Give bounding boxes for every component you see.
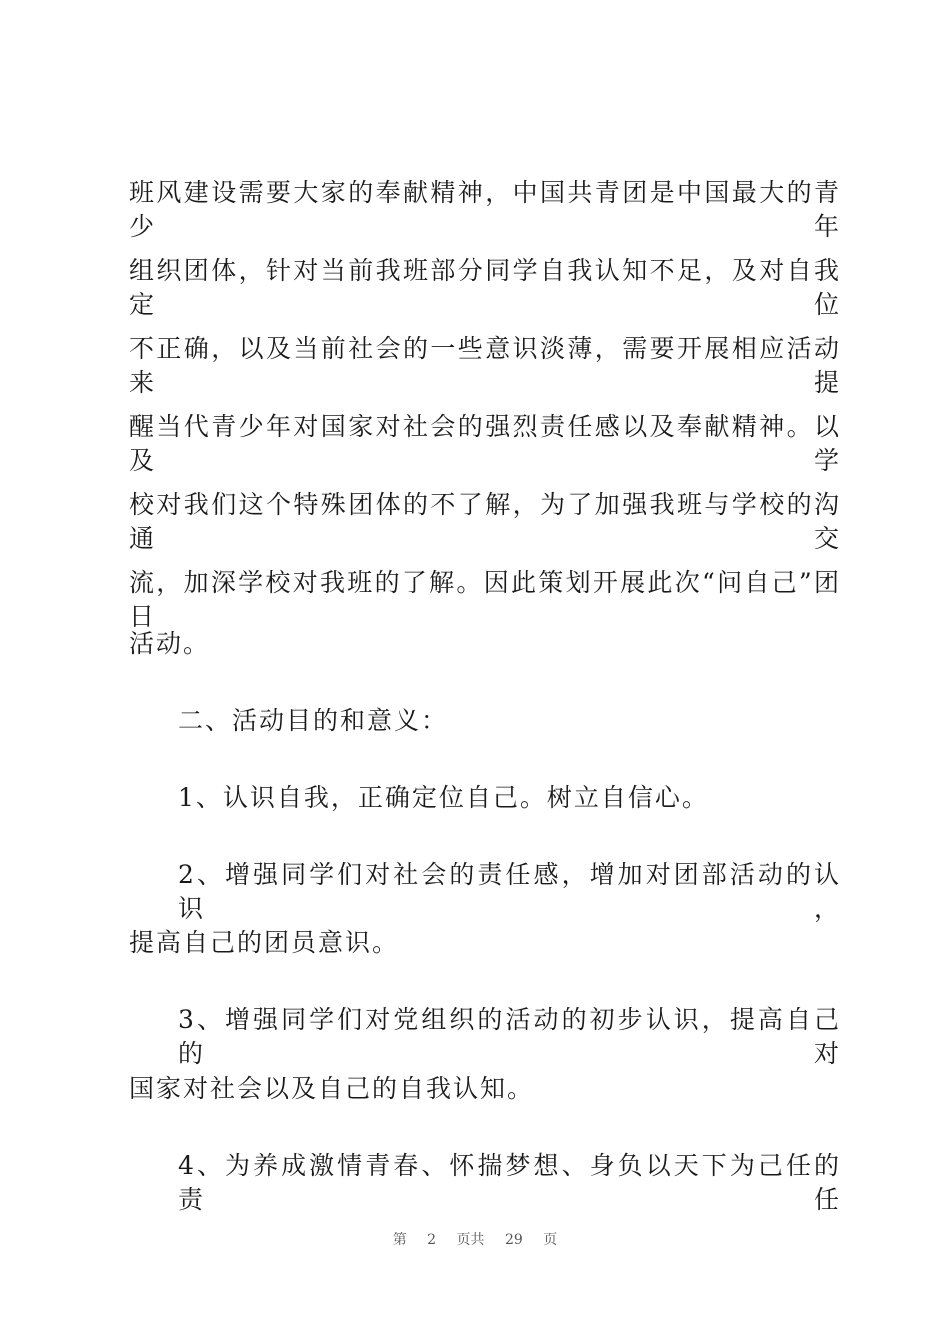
page-footer (0, 1229, 950, 1249)
footer-middle: 页共 (456, 1232, 485, 1248)
paragraph-line-5: 校对我们这个特殊团体的不了解，为了加强我班与学校的沟通交 (129, 490, 841, 553)
paragraph-line-2: 组织团体，针对当前我班部分同学自我认知不足，及对自我定位 (129, 256, 841, 319)
paragraph-line-4: 醒当代青少年对国家对社会的强烈责任感以及奉献精神。以及学 (129, 412, 841, 475)
list-item-4: 4、为养成激情青春、怀揣梦想、身负以天下为己任的责任 (178, 1151, 841, 1214)
list-item-1: 1、认识自我，正确定位自己。树立自信心。 (178, 783, 709, 812)
list-item-3: 3、增强同学们对党组织的活动的初步认识，提高自己的对 (178, 1005, 841, 1068)
paragraph-line-1: 班风建设需要大家的奉献精神，中国共青团是中国最大的青少年 (129, 178, 841, 241)
paragraph-line-7: 活动。 (129, 629, 211, 658)
list-item-2: 2、增强同学们对社会的责任感，增加对团部活动的认识， (178, 860, 841, 923)
list-item-2-continued: 提高自己的团员意识。 (129, 928, 400, 957)
footer-prefix: 第 (392, 1232, 407, 1248)
section-heading: 二、活动目的和意义： (178, 706, 449, 735)
footer-page-number: 2 (427, 1232, 437, 1248)
paragraph-line-3: 不正确，以及当前社会的一些意识淡薄，需要开展相应活动来提 (129, 334, 841, 397)
list-item-3-continued: 国家对社会以及自己的自我认知。 (129, 1074, 535, 1103)
paragraph-line-6: 流，加深学校对我班的了解。因此策划开展此次“问自己”团日 (129, 568, 841, 631)
footer-suffix: 页 (543, 1232, 558, 1248)
footer-total-pages: 29 (505, 1232, 523, 1248)
